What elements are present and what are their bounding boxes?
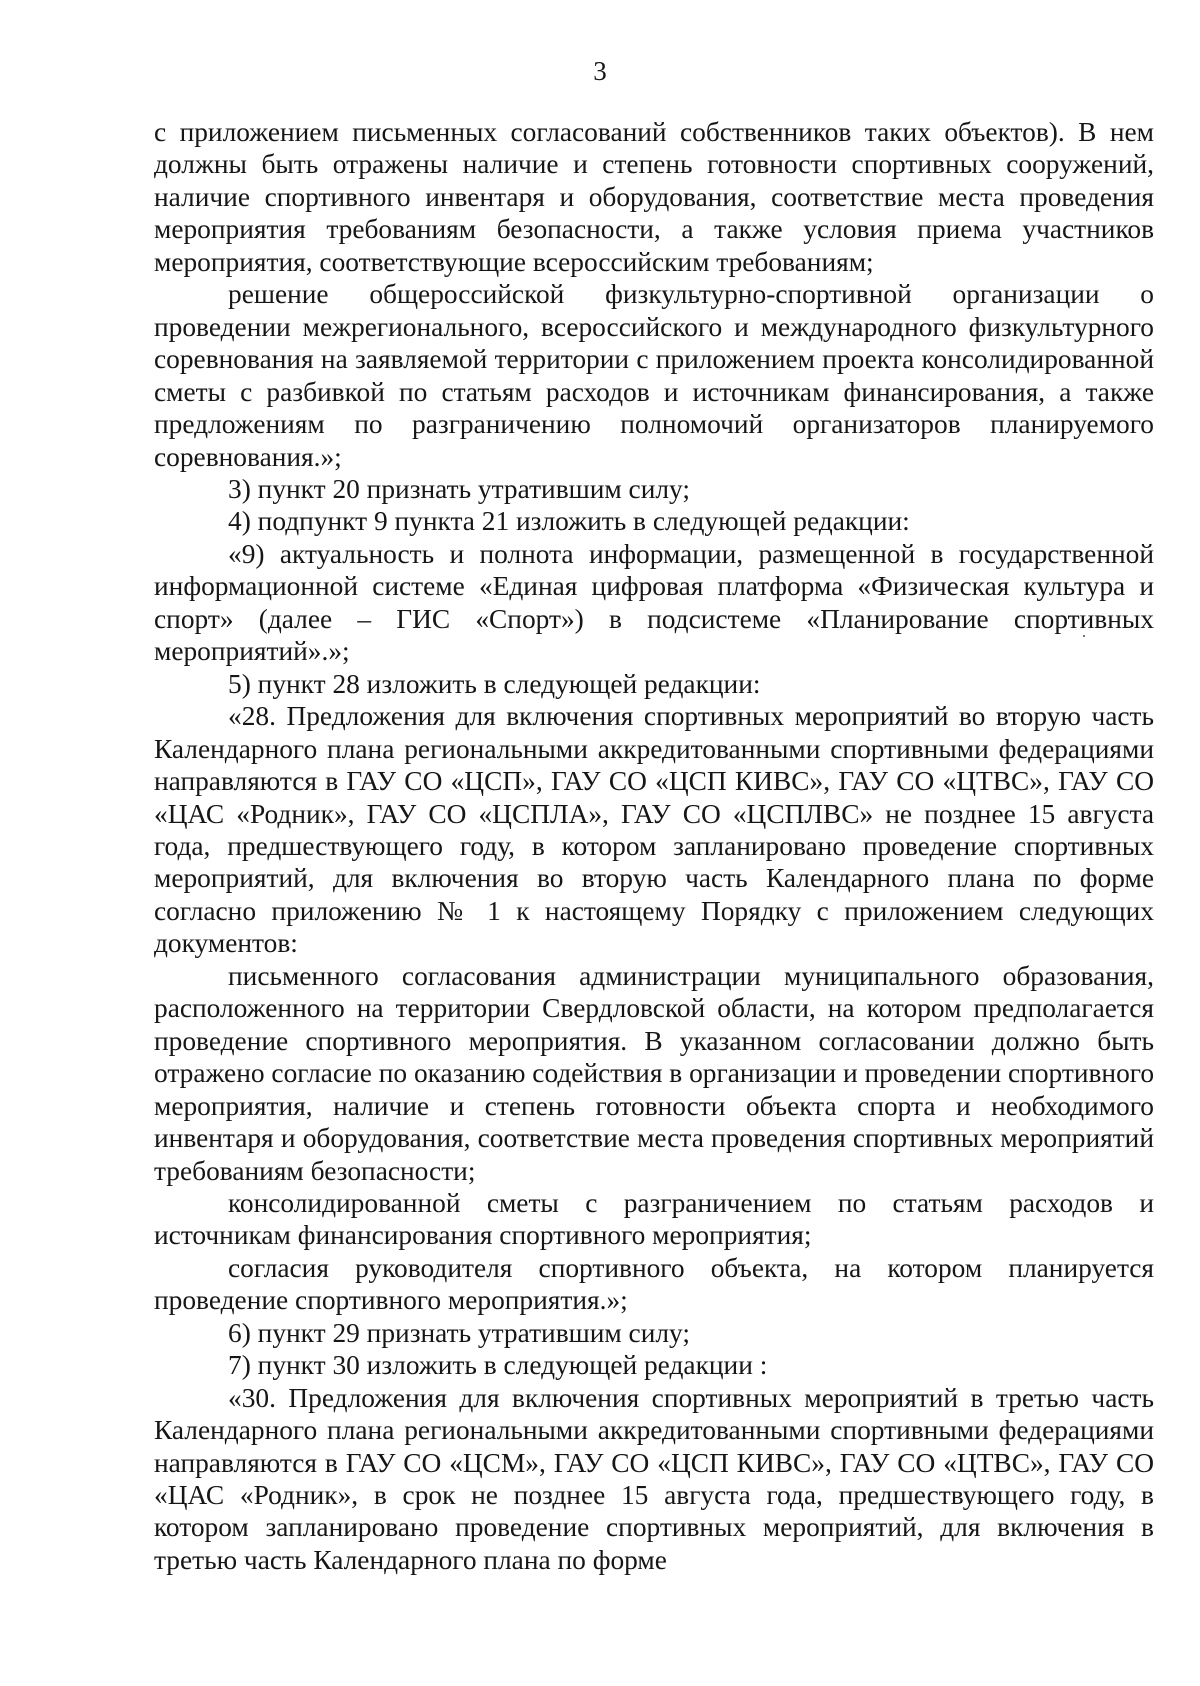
paragraph-3: 3) пункт 20 признать утратившим силу; (228, 473, 690, 504)
paragraph-5: «9) актуальность и полнота информации, размещенной в государственной информационной системе «Единая цифровая платформа «Физическая культура и спорт» (далее – ГИС «Спорт») в подсистеме «Планирование спортивных мероприятий».»; (154, 538, 1154, 667)
paragraph-11: 6) пункт 29 признать утратившим силу; (228, 1317, 690, 1348)
paragraph-1: с приложением письменных согласований собственников таких объектов). В нем должны быть отражены наличие и степень готовности спортивных сооружений, наличие спортивного инвентаря и оборудования, соответствие места проведения мероприятия требованиям безопасности, а также условия приема участников мероприятия, соответствующие всероссийским требованиям; (154, 117, 1154, 277)
paragraph-6: 5) пункт 28 изложить в следующей редакции: (228, 668, 761, 699)
paragraph-9: консолидированной сметы с разграничением по статьям расходов и источникам финансирования спортивного мероприятия; (154, 1187, 1154, 1251)
paragraph-8: письменного согласования администрации муниципального образования, расположенного на территории Свердловской области, на котором предполагается проведение спортивного мероприятия. В указанном согласовании должно быть отражено согласие по оказанию содействия в организации и проведении спортивного мероприятия, наличие и степень готовности объекта спорта и необходимого инвентаря и оборудования, соответствие места проведения спортивных мероприятий требованиям безопасности; (154, 960, 1155, 1186)
paragraph-12: 7) пункт 30 изложить в следующей редакции : (228, 1350, 768, 1381)
document-body (154, 116, 1154, 1576)
paragraph-10: согласия руководителя спортивного объекта, на котором планируется проведение спортивного мероприятия.»; (154, 1252, 1154, 1316)
page-number: 3 (593, 56, 607, 86)
paragraph-4: 4) подпункт 9 пункта 21 изложить в следующей редакции: (228, 506, 910, 537)
paragraph-13: «30. Предложения для включения спортивных мероприятий в третью часть Календарного плана региональными аккредитованными спортивными федерациями направляются в ГАУ СО «ЦСМ», ГАУ СО «ЦСП КИВС», ГАУ СО «ЦТВС», ГАУ СО «ЦАС «Родник», в срок не позднее 15 августа года, предшествующего году, в котором запланировано проведение спортивных мероприятий, для включения в третью часть Календарного плана по форме (154, 1382, 1154, 1575)
paragraph-7: «28. Предложения для включения спортивных мероприятий во вторую часть Календарного плана региональными аккредитованными спортивными федерациями направляются в ГАУ СО «ЦСП», ГАУ СО «ЦСП КИВС», ГАУ СО «ЦТВС», ГАУ СО «ЦАС «Родник», ГАУ СО «ЦСПЛА», ГАУ СО «ЦСПЛВС» не позднее 15 августа года, предшествующего году, в котором запланировано проведение спортивных мероприятий, для включения во вторую часть Календарного плана по форме согласно приложению № 1 к настоящему Порядку с приложением следующих документов: (154, 701, 1154, 959)
scan-speck (1083, 635, 1085, 637)
paragraph-2: решение общероссийской физкультурно-спортивной организации о проведении межрегионального, всероссийского и международного физкультурного соревнования на заявляемой территории с приложением проекта консолидированной сметы с разбивкой по статьям расходов и источникам финансирования, а также предложениям по разграничению полномочий организаторов планируемого соревнования.»; (154, 279, 1154, 472)
